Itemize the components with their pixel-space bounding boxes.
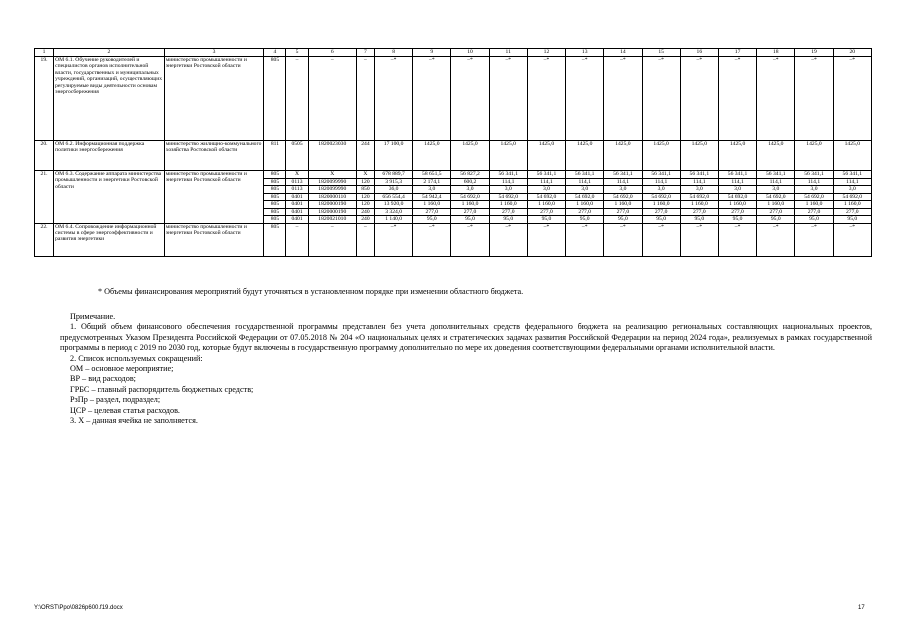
value-cell: 95,0 bbox=[604, 216, 642, 224]
header-cell: 11 bbox=[489, 49, 527, 57]
value-cell: 56 341,1 bbox=[489, 171, 527, 179]
value-cell: 13 920,0 bbox=[374, 201, 412, 209]
value-cell: –* bbox=[680, 223, 718, 256]
value-cell: 95,0 bbox=[489, 216, 527, 224]
header-cell: 17 bbox=[718, 49, 756, 57]
value-cell: 277,0 bbox=[413, 208, 451, 216]
value-cell: – bbox=[356, 223, 374, 256]
value-cell: 95,0 bbox=[718, 216, 756, 224]
value-cell: 54 692,0 bbox=[489, 193, 527, 201]
value-cell: 1820000110 bbox=[308, 193, 356, 201]
notes-section bbox=[60, 312, 872, 426]
abbr-item: ОМ – основное мероприятие; bbox=[70, 364, 174, 374]
value-cell: –* bbox=[833, 57, 871, 141]
value-cell: –* bbox=[718, 223, 756, 256]
value-cell: 277,0 bbox=[642, 208, 680, 216]
value-cell: 805 bbox=[264, 208, 286, 216]
header-cell: 19 bbox=[795, 49, 833, 57]
value-cell: 1820099990 bbox=[308, 186, 356, 194]
value-cell: 114,1 bbox=[604, 178, 642, 186]
value-cell: –* bbox=[413, 223, 451, 256]
table-row bbox=[35, 223, 872, 256]
value-cell: X bbox=[356, 171, 374, 179]
value-cell: 1 160,0 bbox=[795, 201, 833, 209]
row-number: 19. bbox=[35, 57, 54, 141]
value-cell: 805 bbox=[264, 201, 286, 209]
value-cell: –* bbox=[489, 57, 527, 141]
value-cell: 56 341,1 bbox=[833, 171, 871, 179]
value-cell: 114,1 bbox=[642, 178, 680, 186]
value-cell: 277,0 bbox=[527, 208, 565, 216]
value-cell: –* bbox=[680, 57, 718, 141]
value-cell: 277,0 bbox=[833, 208, 871, 216]
value-cell: 0401 bbox=[286, 193, 308, 201]
value-cell: 56 341,1 bbox=[795, 171, 833, 179]
abbr-item: РзПр – раздел, подраздел; bbox=[70, 395, 161, 405]
value-cell: 54 692,0 bbox=[642, 193, 680, 201]
value-cell: 277,0 bbox=[489, 208, 527, 216]
value-cell: 114,1 bbox=[795, 178, 833, 186]
value-cell: 805 bbox=[264, 171, 286, 179]
value-cell: 1425,0 bbox=[833, 141, 871, 171]
header-cell: 12 bbox=[527, 49, 565, 57]
value-cell: 1425,0 bbox=[489, 141, 527, 171]
value-cell: 1 160,0 bbox=[757, 201, 795, 209]
value-cell: 114,1 bbox=[718, 178, 756, 186]
value-cell: 1 160,0 bbox=[413, 201, 451, 209]
value-cell: –* bbox=[451, 223, 489, 256]
responsible-org: министерство промышленности и энергетики Ростовской области bbox=[164, 171, 264, 224]
responsible-org: министерство промышленности и энергетики Ростовской области bbox=[164, 57, 264, 141]
table-row bbox=[35, 141, 872, 171]
value-cell: 3,0 bbox=[413, 186, 451, 194]
header-cell: 14 bbox=[604, 49, 642, 57]
header-cell: 20 bbox=[833, 49, 871, 57]
value-cell: 1 160,0 bbox=[451, 201, 489, 209]
value-cell: 95,0 bbox=[642, 216, 680, 224]
value-cell: –* bbox=[795, 57, 833, 141]
value-cell: 54 692,0 bbox=[680, 193, 718, 201]
value-cell: 1 160,0 bbox=[642, 201, 680, 209]
value-cell: 1 160,0 bbox=[604, 201, 642, 209]
value-cell: 1 140,0 bbox=[374, 216, 412, 224]
value-cell: – bbox=[308, 57, 356, 141]
value-cell: 1 160,0 bbox=[833, 201, 871, 209]
header-cell: 7 bbox=[356, 49, 374, 57]
value-cell: 1425,0 bbox=[527, 141, 565, 171]
value-cell: 3,0 bbox=[489, 186, 527, 194]
value-cell: 3,0 bbox=[451, 186, 489, 194]
value-cell: 1425,0 bbox=[795, 141, 833, 171]
value-cell: 1820000190 bbox=[308, 201, 356, 209]
value-cell: –* bbox=[795, 223, 833, 256]
value-cell: 114,1 bbox=[757, 178, 795, 186]
value-cell: –* bbox=[642, 57, 680, 141]
value-cell: 0505 bbox=[286, 141, 308, 171]
value-cell: 114,1 bbox=[566, 178, 604, 186]
value-cell: 36,0 bbox=[374, 186, 412, 194]
value-cell: – bbox=[308, 223, 356, 256]
table-body bbox=[35, 49, 872, 257]
value-cell: 656 554,4 bbox=[374, 193, 412, 201]
value-cell: 850 bbox=[356, 186, 374, 194]
value-cell: 54 692,0 bbox=[604, 193, 642, 201]
value-cell: 0401 bbox=[286, 201, 308, 209]
value-cell: 1 160,0 bbox=[680, 201, 718, 209]
value-cell: 3,0 bbox=[642, 186, 680, 194]
value-cell: 2 174,1 bbox=[413, 178, 451, 186]
value-cell: 3 324,0 bbox=[374, 208, 412, 216]
value-cell: –* bbox=[718, 57, 756, 141]
value-cell: –* bbox=[757, 223, 795, 256]
table-header-row bbox=[35, 49, 872, 57]
value-cell: 277,0 bbox=[718, 208, 756, 216]
value-cell: 3,0 bbox=[795, 186, 833, 194]
notes-paragraph-3: 3. Х – данная ячейка не заполняется. bbox=[70, 416, 198, 426]
abbr-item: ЦСР – целевая статья расходов. bbox=[70, 405, 180, 415]
header-cell: 8 bbox=[374, 49, 412, 57]
header-cell: 1 bbox=[35, 49, 54, 57]
value-cell: –* bbox=[413, 57, 451, 141]
abbr-item: ВР – вид расходов; bbox=[70, 374, 136, 384]
value-cell: 120 bbox=[356, 201, 374, 209]
header-cell: 2 bbox=[54, 49, 165, 57]
value-cell: 678 889,7 bbox=[374, 171, 412, 179]
value-cell: –* bbox=[642, 223, 680, 256]
value-cell: 3,0 bbox=[833, 186, 871, 194]
value-cell: 277,0 bbox=[757, 208, 795, 216]
value-cell: 95,0 bbox=[451, 216, 489, 224]
value-cell: 805 bbox=[264, 223, 286, 256]
value-cell: 58 651,5 bbox=[413, 171, 451, 179]
value-cell: 95,0 bbox=[566, 216, 604, 224]
value-cell: –* bbox=[451, 57, 489, 141]
value-cell: 120 bbox=[356, 178, 374, 186]
header-cell: 9 bbox=[413, 49, 451, 57]
value-cell: 277,0 bbox=[566, 208, 604, 216]
value-cell: 114,1 bbox=[833, 178, 871, 186]
header-cell: 15 bbox=[642, 49, 680, 57]
value-cell: 3,0 bbox=[718, 186, 756, 194]
header-cell: 16 bbox=[680, 49, 718, 57]
value-cell: 0113 bbox=[286, 186, 308, 194]
notes-title: Примечание. bbox=[70, 312, 116, 321]
value-cell: –* bbox=[566, 223, 604, 256]
value-cell: 1820000190 bbox=[308, 208, 356, 216]
value-cell: 54 692,0 bbox=[833, 193, 871, 201]
header-cell: 4 bbox=[264, 49, 286, 57]
value-cell: 805 bbox=[264, 186, 286, 194]
value-cell: 240 bbox=[356, 216, 374, 224]
value-cell: 277,0 bbox=[451, 208, 489, 216]
value-cell: 56 341,1 bbox=[680, 171, 718, 179]
value-cell: 1 160,0 bbox=[489, 201, 527, 209]
header-cell: 10 bbox=[451, 49, 489, 57]
value-cell: 1 160,0 bbox=[718, 201, 756, 209]
value-cell: 3 915,3 bbox=[374, 178, 412, 186]
value-cell: 54 692,0 bbox=[527, 193, 565, 201]
value-cell: – bbox=[356, 57, 374, 141]
value-cell: 3,0 bbox=[757, 186, 795, 194]
value-cell: 95,0 bbox=[833, 216, 871, 224]
notes-paragraph-1: 1. Общий объем финансового обеспечения государственной программы представлен без учета дополнительных средств федерального бюджета на реализацию региональных составляющих национальных проектов, предусмотренных Указом Президента Российской Федерации от 07.05.2018 № 204 «О национальных целях и стратегических задачах развития Российской Федерации на период 2024 года», реализуемых в рамках государственной программы в период с 2019 по 2030 год, которые будут включены в государственную программу дополнительно по мере их доведения соответствующими федеральными органами исполнительной власти. bbox=[60, 322, 872, 353]
value-cell: 54 692,0 bbox=[566, 193, 604, 201]
value-cell: 3,0 bbox=[566, 186, 604, 194]
value-cell: 95,0 bbox=[795, 216, 833, 224]
value-cell: 3,0 bbox=[527, 186, 565, 194]
value-cell: 805 bbox=[264, 178, 286, 186]
footnote: * Объемы финансирования мероприятий будут уточняться в установленном порядке при изменении областного бюджета. bbox=[98, 287, 524, 296]
value-cell: 114,1 bbox=[527, 178, 565, 186]
header-cell: 5 bbox=[286, 49, 308, 57]
value-cell: –* bbox=[833, 223, 871, 256]
value-cell: 277,0 bbox=[680, 208, 718, 216]
value-cell: 114,1 bbox=[680, 178, 718, 186]
abbr-item: ГРБС – главный распорядитель бюджетных средств; bbox=[70, 384, 254, 394]
value-cell: –* bbox=[489, 223, 527, 256]
row-number: 20. bbox=[35, 141, 54, 171]
value-cell: 0113 bbox=[286, 178, 308, 186]
value-cell: 54 692,0 bbox=[757, 193, 795, 201]
value-cell: 277,0 bbox=[795, 208, 833, 216]
activity-name: ОМ 6.2. Информационная поддержка политики энергосбережения bbox=[54, 141, 165, 171]
value-cell: 240 bbox=[356, 208, 374, 216]
value-cell: 1820023030 bbox=[308, 141, 356, 171]
value-cell: 54 942,4 bbox=[413, 193, 451, 201]
page-number: 17 bbox=[858, 605, 865, 611]
value-cell: 95,0 bbox=[413, 216, 451, 224]
header-cell: 18 bbox=[757, 49, 795, 57]
value-cell: 805 bbox=[264, 216, 286, 224]
activity-name: ОМ 6.4. Сопровождение информационной системы в сфере энергоэффективности и развития энергетики bbox=[54, 223, 165, 256]
value-cell: 1425,0 bbox=[604, 141, 642, 171]
responsible-org: министерство жилищно-коммунального хозяйства Ростовской области bbox=[164, 141, 264, 171]
financing-table bbox=[34, 48, 872, 257]
row-number: 22. bbox=[35, 223, 54, 256]
value-cell: 54 692,0 bbox=[795, 193, 833, 201]
value-cell: 1425,0 bbox=[757, 141, 795, 171]
value-cell: X bbox=[308, 171, 356, 179]
header-cell: 3 bbox=[164, 49, 264, 57]
value-cell: 805 bbox=[264, 57, 286, 141]
value-cell: 1425,0 bbox=[566, 141, 604, 171]
activity-name: ОМ 6.1. Обучение руководителей и специалистов органов исполнительной власти, государственных и муниципальных учреждений, организаций, осуществляющих регулируемые виды деятельности основам энергосбережения bbox=[54, 57, 165, 141]
footer-file-path: Y:\ORST\Ppo\0826p600.f19.docx bbox=[34, 605, 123, 611]
value-cell: 56 341,1 bbox=[566, 171, 604, 179]
activity-name: ОМ 6.3. Содержание аппарата министерства промышленности и энергетики Ростовской области bbox=[54, 171, 165, 224]
value-cell: 277,0 bbox=[604, 208, 642, 216]
value-cell: –* bbox=[527, 57, 565, 141]
value-cell: 1820099990 bbox=[308, 178, 356, 186]
value-cell: 1 160,0 bbox=[527, 201, 565, 209]
value-cell: 1 160,0 bbox=[566, 201, 604, 209]
value-cell: 1820021010 bbox=[308, 216, 356, 224]
table-row bbox=[35, 171, 872, 179]
value-cell: 600,2 bbox=[451, 178, 489, 186]
value-cell: 95,0 bbox=[757, 216, 795, 224]
value-cell: –* bbox=[757, 57, 795, 141]
value-cell: 811 bbox=[264, 141, 286, 171]
value-cell: 56 341,1 bbox=[757, 171, 795, 179]
value-cell: – bbox=[286, 223, 308, 256]
value-cell: 17 100,0 bbox=[374, 141, 412, 171]
value-cell: 56 341,1 bbox=[527, 171, 565, 179]
table-row bbox=[35, 57, 872, 141]
value-cell: 120 bbox=[356, 193, 374, 201]
header-cell: 13 bbox=[566, 49, 604, 57]
value-cell: 1425,0 bbox=[451, 141, 489, 171]
value-cell: –* bbox=[527, 223, 565, 256]
responsible-org: министерство промышленности и энергетики Ростовской области bbox=[164, 223, 264, 256]
value-cell: 0401 bbox=[286, 208, 308, 216]
value-cell: X bbox=[286, 171, 308, 179]
value-cell: –* bbox=[566, 57, 604, 141]
value-cell: 95,0 bbox=[527, 216, 565, 224]
header-cell: 6 bbox=[308, 49, 356, 57]
value-cell: 56 827,2 bbox=[451, 171, 489, 179]
value-cell: 244 bbox=[356, 141, 374, 171]
value-cell: 1425,0 bbox=[718, 141, 756, 171]
value-cell: –* bbox=[374, 57, 412, 141]
value-cell: 56 341,1 bbox=[604, 171, 642, 179]
value-cell: 56 341,1 bbox=[718, 171, 756, 179]
value-cell: 1425,0 bbox=[642, 141, 680, 171]
value-cell: 56 341,1 bbox=[642, 171, 680, 179]
value-cell: 54 692,0 bbox=[718, 193, 756, 201]
value-cell: – bbox=[286, 57, 308, 141]
value-cell: 3,0 bbox=[604, 186, 642, 194]
value-cell: 95,0 bbox=[680, 216, 718, 224]
value-cell: 54 692,0 bbox=[451, 193, 489, 201]
row-number: 21. bbox=[35, 171, 54, 224]
value-cell: 1425,0 bbox=[413, 141, 451, 171]
value-cell: –* bbox=[604, 57, 642, 141]
value-cell: –* bbox=[604, 223, 642, 256]
notes-paragraph-2: 2. Список используемых сокращений: bbox=[70, 353, 203, 363]
value-cell: 1425,0 bbox=[680, 141, 718, 171]
value-cell: 114,1 bbox=[489, 178, 527, 186]
value-cell: 805 bbox=[264, 193, 286, 201]
value-cell: 3,0 bbox=[680, 186, 718, 194]
value-cell: 0401 bbox=[286, 216, 308, 224]
value-cell: –* bbox=[374, 223, 412, 256]
